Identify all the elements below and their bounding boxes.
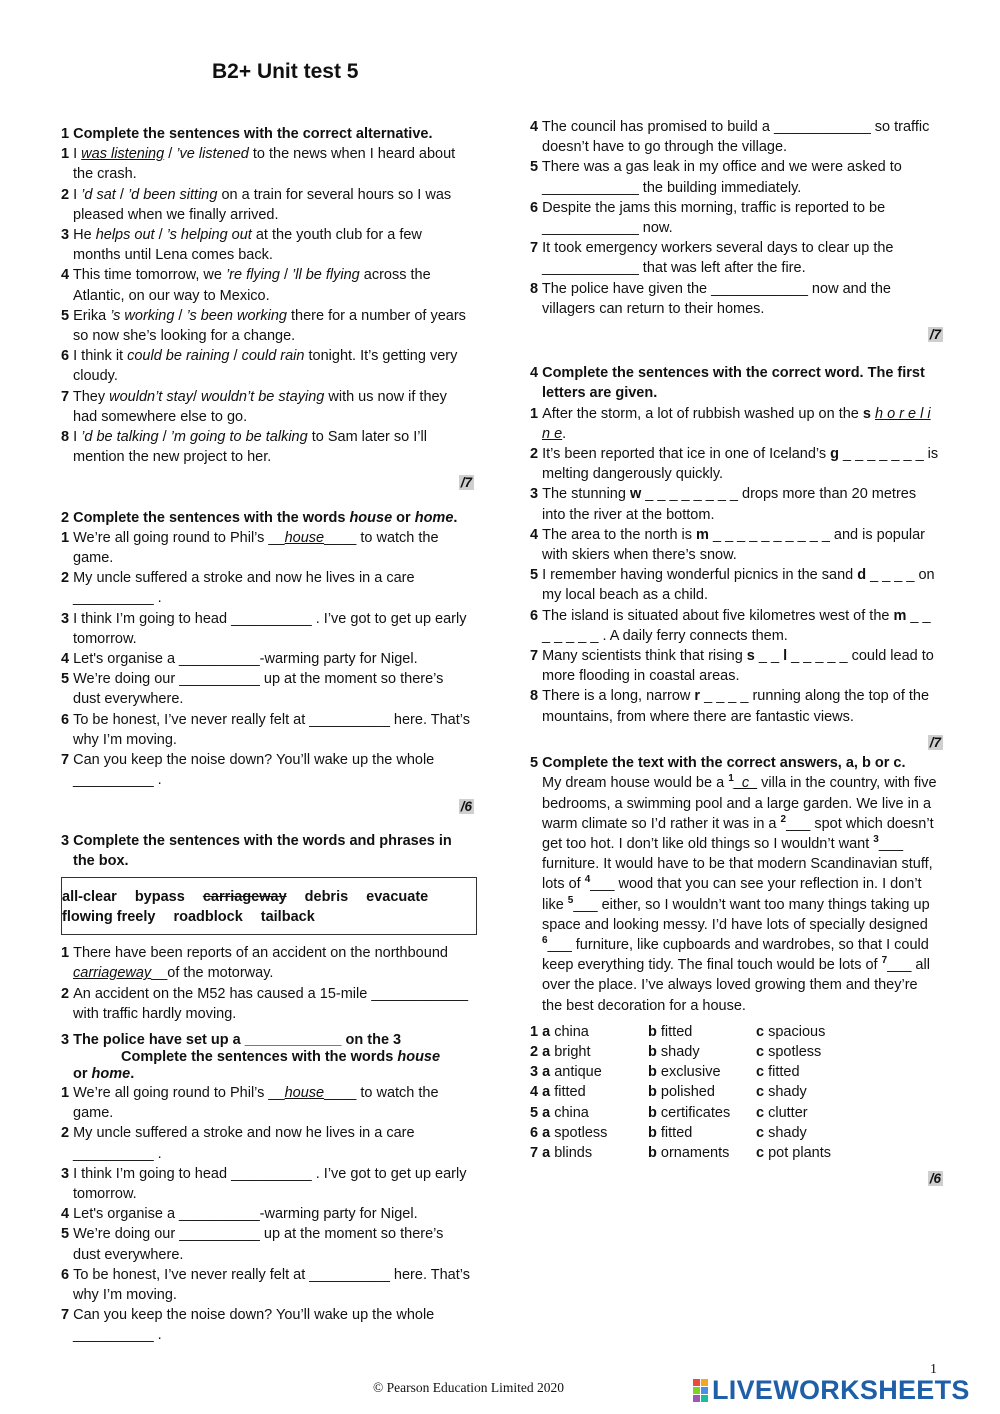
list-item: 4 The area to the north is m _ _ _ _ _ _ _ _ _ _ and is popular with skiers when there’s snow. xyxy=(530,526,926,564)
section-2-list xyxy=(61,528,471,791)
list-item: 7 Can you keep the noise down? You’ll wake up the whole __________ . xyxy=(61,1307,435,1344)
list-item: 3 He helps out / ’s helping out at the youth club for a few months until Lena comes back. xyxy=(61,227,422,264)
section-4-heading: 4 Complete the sentences with the correct word. The first letters are given. xyxy=(530,365,925,402)
section-3-continued-list xyxy=(530,117,940,319)
list-item: 1 After the storm, a lot of rubbish washed up on the s h o r e l i n e. xyxy=(530,405,931,442)
word-box xyxy=(61,877,477,935)
list-item: 6 To be honest, I’ve never really felt at __________ here. That’s why I’m moving. xyxy=(61,1266,470,1303)
footer-copyright: © Pearson Education Limited 2020 xyxy=(373,1380,564,1395)
list-item: 8 There is a long, narrow r _ _ _ _ running along the top of the mountains, from where there are fantastic views. xyxy=(530,688,930,725)
list-item: 5 Erika ’s working / ’s been working there for a number of years so now she’s looking for a change. xyxy=(61,307,466,345)
section-5-score: /6 xyxy=(929,1171,941,1187)
list-item: 6 The island is situated about five kilometres west of the m _ _ _ _ _ _ _ . A daily ferry connects them. xyxy=(530,607,931,644)
list-item: 1 There have been reports of an accident on the northbound carriageway__of the motorway. xyxy=(61,945,448,982)
box-word: evacuate xyxy=(366,889,429,906)
option-cell: c spotless xyxy=(756,1043,822,1060)
list-item: 6 To be honest, I’ve never really felt at __________ here. That’s why I’m moving. xyxy=(61,711,470,748)
list-item: 6 Despite the jams this morning, traffic is reported to be ____________ now. xyxy=(530,199,886,237)
logo-text: LIVEWORKSHEETS xyxy=(712,1375,970,1405)
option-cell: c spacious xyxy=(756,1023,826,1040)
list-item: 2 My uncle suffered a stroke and now he lives in a care __________ . xyxy=(61,570,415,607)
section-4-score: /7 xyxy=(929,734,941,750)
list-item: 7 It took emergency workers several days to clear up the ____________ that was left after the fire. xyxy=(530,240,894,277)
box-word: bypass xyxy=(134,889,185,906)
box-word: roadblock xyxy=(173,909,243,926)
list-item: 4 The council has promised to build a ____________ so traffic doesn’t have to go through the village. xyxy=(530,119,930,156)
list-item: 3 The stunning w _ _ _ _ _ _ _ _ drops more than 20 metres into the river at the bottom. xyxy=(530,486,917,523)
list-item: 1 We’re all going round to Phil’s __house____ to watch the game. xyxy=(61,1084,439,1122)
list-item: 5 We’re doing our __________ up at the moment so there’s dust everywhere. xyxy=(61,671,444,708)
option-cell: b exclusive xyxy=(648,1064,721,1081)
section-1-list xyxy=(61,144,471,467)
list-item: 2 It’s been reported that ice in one of Iceland’s g _ _ _ _ _ _ _ is melting dangerously quickly. xyxy=(530,446,939,483)
right-column xyxy=(530,117,940,1189)
box-word: tailback xyxy=(260,909,315,926)
list-item: 5 We’re doing our __________ up at the moment so there’s dust everywhere. xyxy=(61,1226,444,1263)
list-item: 7 Many scientists think that rising s _ _ l _ _ _ _ _ could lead to more flooding in coastal areas. xyxy=(530,648,934,685)
option-cell: b shady xyxy=(648,1043,700,1060)
box-word: flowing freely xyxy=(62,909,156,926)
option-cell: c fitted xyxy=(756,1064,800,1081)
option-cell: 6 a spotless xyxy=(530,1124,608,1141)
liveworksheets-logo xyxy=(693,1375,970,1406)
option-cell: c shady xyxy=(756,1124,807,1141)
option-cell: c clutter xyxy=(756,1104,808,1121)
list-item: 4 Let's organise a __________-warming party for Nigel. xyxy=(61,651,418,668)
option-cell: b certificates xyxy=(648,1104,731,1121)
box-word: carriageway xyxy=(202,889,287,906)
list-item: 4 Let's organise a __________-warming party for Nigel. xyxy=(61,1206,418,1223)
section-1-score: /7 xyxy=(460,475,472,491)
list-item: 5 I remember having wonderful picnics in the sand d _ _ _ _ on my local beach as a child. xyxy=(530,567,935,604)
option-cell: 7 a blinds xyxy=(530,1144,593,1161)
option-cell: 2 a bright xyxy=(530,1043,591,1060)
section-2-score: /6 xyxy=(460,798,472,814)
list-item: 4 This time tomorrow, we ’re flying / ’ll be flying across the Atlantic, on our way to Mexico. xyxy=(61,267,431,304)
section-5-options xyxy=(530,1022,940,1163)
list-item: 2 I ’d sat / ’d been sitting on a train for several hours so I was pleased when we finally arrived. xyxy=(61,186,452,223)
list-item: 1 I was listening / ’ve listened to the news when I heard about the crash. xyxy=(61,146,456,183)
logo-grid-icon xyxy=(693,1379,708,1402)
list-item: 6 I think it could be raining / could rain tonight. It’s getting very cloudy. xyxy=(61,348,458,385)
option-cell: b ornaments xyxy=(648,1144,730,1161)
section-3-item-3: 3 The police have set up a ____________ on the 3 Complete the sentences with the words house or home. xyxy=(61,1031,441,1082)
section-5-heading: 5 Complete the text with the correct answers, a, b or c. xyxy=(530,755,906,772)
page-title: B2+ Unit test 5 xyxy=(212,60,359,83)
option-cell: 5 a china xyxy=(530,1104,589,1121)
box-word: all-clear xyxy=(62,889,117,906)
section-5-text: My dream house would be a $^1$_c_ villa in the country, with five bedrooms, a swimming pool and a large garden. We live in a warm climate so I’d rather it was in a $^2$___ spot which doesn’t get too hot. I don’t like old things so I wouldn’t want $^3$___ furniture. It would have to be that modern Scandinavian stuff, lots of $^4$___ wood that you can see your reflection in. I don’t like $^5$___ either, so I wouldn’t want too many things taking up space and looking messy. I’d have lots of specially designed $^6$___ furniture, like cupboards and wardrobes, so that I could keep everything tidy. The final touch would be lots of $^7$___ all over the place. I’ve always loved growing them and they’re the best decoration for a house. xyxy=(542,773,937,1014)
section-3-heading: 3 Complete the sentences with the words and phrases in the box. xyxy=(61,832,452,869)
list-item: 1 We’re all going round to Phil’s __house____ to watch the game. xyxy=(61,529,439,567)
list-item: 3 I think I’m going to head __________ . I’ve got to get up early tomorrow. xyxy=(61,1165,467,1202)
list-item: 2 An accident on the M52 has caused a 15-mile ____________ with traffic hardly moving. xyxy=(61,985,469,1022)
option-cell: c pot plants xyxy=(756,1144,831,1161)
option-cell: 3 a antique xyxy=(530,1064,602,1081)
section-4-list xyxy=(530,404,940,727)
option-cell: b fitted xyxy=(648,1124,693,1141)
option-cell: b polished xyxy=(648,1084,715,1101)
list-item: 8 I ’d be talking / ’m going to be talking to Sam later so I’ll mention the new project to her. xyxy=(61,429,427,466)
option-cell: 1 a china xyxy=(530,1023,589,1040)
section-2-heading: 2 Complete the sentences with the words house or home. xyxy=(61,509,458,526)
option-cell: b fitted xyxy=(648,1023,693,1040)
list-item: 8 The police have given the ____________ now and the villagers can return to their homes. xyxy=(530,280,891,317)
page-number: 1 xyxy=(930,1362,937,1377)
section-1-heading: 1 Complete the sentences with the correct alternative. xyxy=(61,126,433,142)
list-item: 7 They wouldn’t stay/ wouldn’t be staying with us now if they had somewhere else to go. xyxy=(61,388,447,425)
option-cell: c shady xyxy=(756,1084,807,1101)
list-item: 7 Can you keep the noise down? You’ll wake up the whole __________ . xyxy=(61,752,435,789)
section-2-list-repeat xyxy=(61,1083,471,1346)
box-word: debris xyxy=(304,889,349,906)
list-item: 3 I think I’m going to head __________ . I’ve got to get up early tomorrow. xyxy=(61,610,467,647)
list-item: 2 My uncle suffered a stroke and now he lives in a care __________ . xyxy=(61,1125,415,1162)
left-column xyxy=(61,124,471,1346)
list-item: 5 There was a gas leak in my office and we were asked to ____________ the building immediately. xyxy=(530,159,902,196)
section-3-score: /7 xyxy=(929,327,941,343)
option-cell: 4 a fitted xyxy=(530,1084,586,1101)
